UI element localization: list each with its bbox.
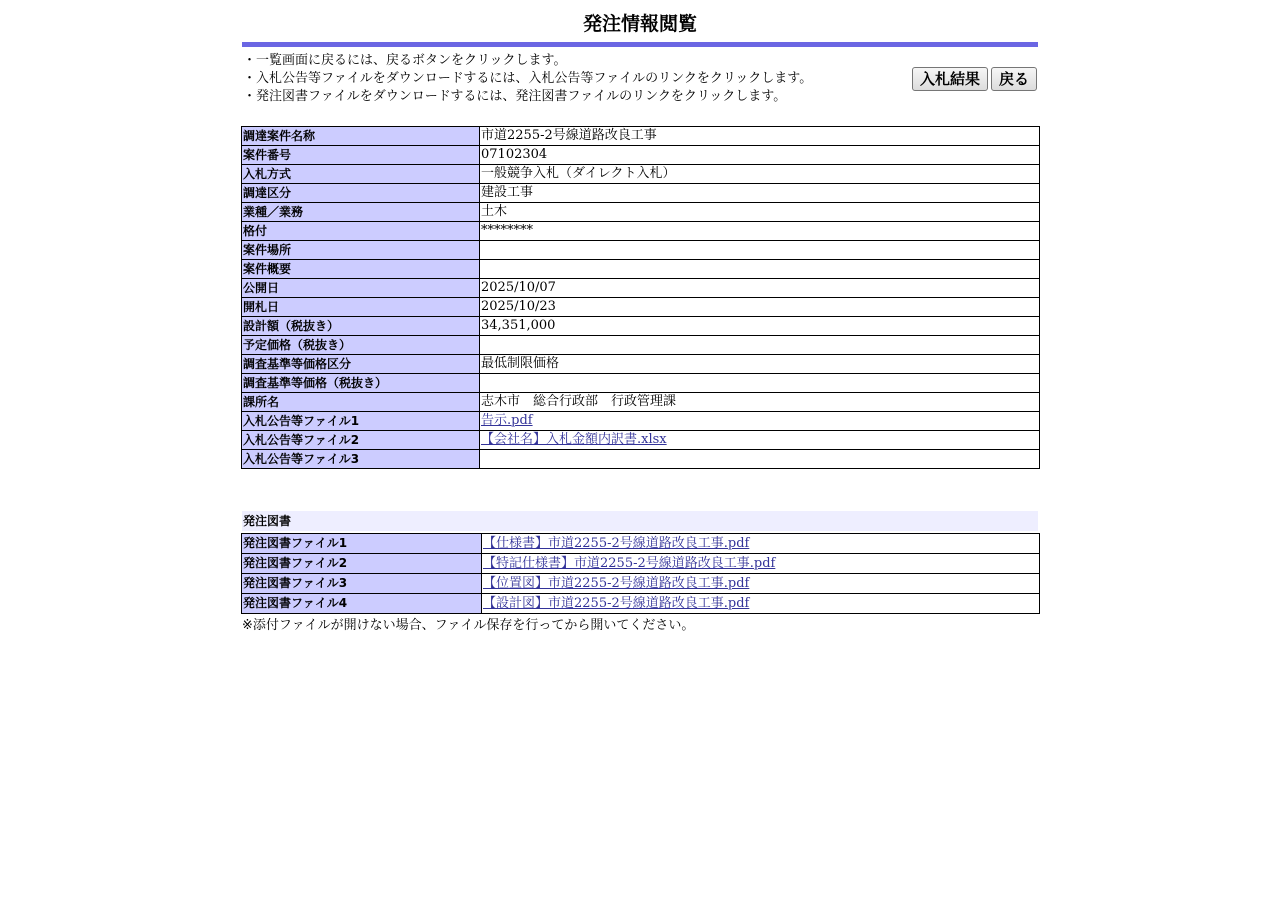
field-label: 格付 <box>242 222 480 241</box>
drawing-file-row <box>242 534 1040 554</box>
field-value: 2025/10/07 <box>480 279 1040 298</box>
field-label: 案件番号 <box>242 146 480 165</box>
file-download-link[interactable]: 告示.pdf <box>481 413 533 428</box>
page-title: 発注情報閲覧 <box>582 13 697 35</box>
field-label: 公開日 <box>242 279 480 298</box>
detail-row <box>242 165 1040 184</box>
detail-row <box>242 298 1040 317</box>
field-value: ******** <box>480 222 1040 241</box>
detail-row <box>242 355 1040 374</box>
detail-row <box>242 412 1040 431</box>
field-value <box>482 594 1040 614</box>
back-button[interactable]: 戻る <box>991 67 1037 91</box>
field-value: 一般競争入札（ダイレクト入札） <box>480 165 1040 184</box>
drawing-file-row <box>242 574 1040 594</box>
field-label: 発注図書ファイル3 <box>242 574 482 594</box>
instruction-line: ・発注図書ファイルをダウンロードするには、発注図書ファイルのリンクをクリックします。 <box>243 89 787 104</box>
file-download-link[interactable]: 【仕様書】市道2255-2号線道路改良工事.pdf <box>483 536 750 551</box>
field-value: 34,351,000 <box>480 317 1040 336</box>
attachment-note: ※添付ファイルが開けない場合、ファイル保存を行ってから開いてください。 <box>242 618 695 633</box>
field-label: 発注図書ファイル1 <box>242 534 482 554</box>
field-value <box>480 431 1040 450</box>
drawing-file-row <box>242 554 1040 574</box>
bid-result-button[interactable]: 入札結果 <box>912 67 988 91</box>
instruction-line: ・一覧画面に戻るには、戻るボタンをクリックします。 <box>243 53 567 68</box>
field-label: 案件概要 <box>242 260 480 279</box>
field-label: 案件場所 <box>242 241 480 260</box>
field-value <box>480 260 1040 279</box>
drawing-file-row <box>242 594 1040 614</box>
field-label: 課所名 <box>242 393 480 412</box>
title-divider <box>242 42 1038 47</box>
file-download-link[interactable]: 【位置図】市道2255-2号線道路改良工事.pdf <box>483 576 750 591</box>
drawings-table <box>241 533 1040 614</box>
field-label: 調達区分 <box>242 184 480 203</box>
detail-row <box>242 241 1040 260</box>
field-label: 設計額（税抜き） <box>242 317 480 336</box>
detail-row <box>242 203 1040 222</box>
detail-row <box>242 146 1040 165</box>
detail-row <box>242 431 1040 450</box>
file-download-link[interactable]: 【会社名】入札金額内訳書.xlsx <box>481 432 667 447</box>
field-label: 入札公告等ファイル1 <box>242 412 480 431</box>
field-label: 調査基準等価格（税抜き） <box>242 374 480 393</box>
detail-row <box>242 393 1040 412</box>
field-value <box>482 554 1040 574</box>
file-download-link[interactable]: 【特記仕様書】市道2255-2号線道路改良工事.pdf <box>483 556 776 571</box>
field-value: 土木 <box>480 203 1040 222</box>
detail-row <box>242 317 1040 336</box>
detail-row <box>242 222 1040 241</box>
field-value <box>480 241 1040 260</box>
field-label: 入札公告等ファイル3 <box>242 450 480 469</box>
detail-row <box>242 374 1040 393</box>
drawings-section-heading: 発注図書 <box>242 511 1038 531</box>
detail-row <box>242 260 1040 279</box>
field-value: 07102304 <box>480 146 1040 165</box>
field-label: 入札公告等ファイル2 <box>242 431 480 450</box>
field-value: 最低制限価格 <box>480 355 1040 374</box>
detail-row <box>242 279 1040 298</box>
detail-row <box>242 450 1040 469</box>
field-value <box>482 574 1040 594</box>
field-value: 志木市 総合行政部 行政管理課 <box>480 393 1040 412</box>
field-value <box>482 534 1040 554</box>
field-label: 開札日 <box>242 298 480 317</box>
field-label: 調達案件名称 <box>242 127 480 146</box>
file-download-link[interactable]: 【設計図】市道2255-2号線道路改良工事.pdf <box>483 596 750 611</box>
field-label: 予定価格（税抜き） <box>242 336 480 355</box>
detail-row <box>242 184 1040 203</box>
instruction-line: ・入札公告等ファイルをダウンロードするには、入札公告等ファイルのリンクをクリックします。 <box>243 71 813 86</box>
field-value: 市道2255-2号線道路改良工事 <box>480 127 1040 146</box>
detail-row <box>242 336 1040 355</box>
field-label: 発注図書ファイル2 <box>242 554 482 574</box>
field-value <box>480 336 1040 355</box>
field-value <box>480 374 1040 393</box>
field-value <box>480 412 1040 431</box>
field-label: 調査基準等価格区分 <box>242 355 480 374</box>
field-label: 発注図書ファイル4 <box>242 594 482 614</box>
instructions <box>243 52 903 106</box>
field-value: 2025/10/23 <box>480 298 1040 317</box>
field-label: 入札方式 <box>242 165 480 184</box>
field-label: 業種／業務 <box>242 203 480 222</box>
field-value: 建設工事 <box>480 184 1040 203</box>
order-details-table <box>241 126 1040 469</box>
detail-row <box>242 127 1040 146</box>
field-value <box>480 450 1040 469</box>
